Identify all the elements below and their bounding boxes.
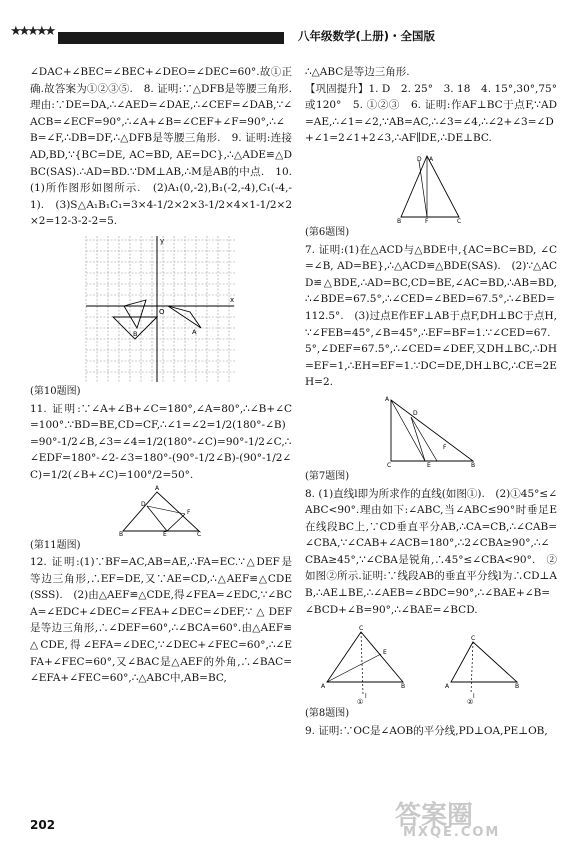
svg-text:D: D: [413, 409, 418, 417]
svg-text:B: B: [119, 530, 124, 538]
page-number: 202: [30, 818, 56, 832]
figure-8-diagrams: [321, 624, 541, 707]
answer-text-8-10: ∠DAC+∠BEC=∠BEC+∠DEO=∠DEC=60°.故①正确.故答案为①②③⑤. 8. 证明:∵△DFB是等腰三角形.理由:∵DE=DA,∴∠AED=∠DAE,∴∠CEF=∠DAB,∵∠ACB=∠ECF=90°,∴∠A+∠B=∠CEF+∠F=90°,∴∠B=∠F,∴DB=DF,∴△DFB是等腰三角形. 9. 证明:连接AD,BD,∵{BC=DE, AC=BD, AE=DC},∴△ADE≌△DBC(SAS).∴AD=BD.∵DM⊥AB,∴M是AB的中点. 10. (1)所作图形如图所示. (2)A₁(0,-2),B₁(-2,-4),C₁(-4,-1). (3)S△A₁B₁C₁=3×4-1/2×2×3-1/2×4×1-1/2×2×2=12-3-2-2=5.: [30, 66, 292, 228]
svg-text:①: ①: [357, 698, 364, 707]
svg-text:F: F: [187, 508, 191, 516]
svg-text:C: C: [471, 635, 476, 643]
svg-text:A: A: [429, 155, 434, 163]
answer-text-7: 7. 证明:(1)在△ACD与△BDE中,{AC=BC=BD, ∠C=∠B, AD=BE},∴△ACD≌△BDE(SAS). (2)∵△ACD≌△BDE,∴AD=BC,CD=BE,∠AC=BD,∴AB=BD,∴∠BDE=67.5°,∴∠CED=∠BED=67.5°,∴∠BED=112.5°. (3)过点E作EF⊥AB于点F,DH⊥BC于点H,∵∠FEB=45°,∠B=45°,∴EF=BF=1.∵∠CED=67.5°,∠DEF=67.5°,∴∠CED=∠DEF,又DH⊥BC,∴DH=EF=1,∴EH=EF=1.∵DC=DE,DH⊥BC,∴CE=2EH=2.: [305, 243, 557, 389]
figure-11-caption: (第11题图): [30, 539, 81, 551]
svg-text:y: y: [160, 236, 165, 245]
left-column: [30, 64, 292, 687]
svg-text:E: E: [427, 461, 431, 469]
svg-text:E: E: [383, 649, 387, 657]
svg-text:F: F: [443, 443, 447, 451]
figure-7-triangle: [385, 397, 477, 467]
svg-text:C: C: [359, 625, 364, 633]
watermark-url: MXQE.COM: [403, 825, 501, 840]
svg-text:A: A: [192, 327, 197, 336]
svg-text:C: C: [197, 530, 202, 538]
svg-text:D: D: [417, 155, 422, 163]
svg-text:②: ②: [467, 698, 474, 707]
svg-text:l: l: [473, 693, 475, 701]
svg-text:B: B: [515, 683, 520, 691]
figure-11-triangle: [119, 484, 203, 538]
svg-text:A: A: [155, 484, 160, 492]
svg-text:A: A: [385, 395, 390, 403]
svg-text:O: O: [159, 307, 165, 316]
svg-text:x: x: [230, 295, 235, 304]
svg-text:l: l: [365, 693, 367, 701]
consolidation-answers-1-6: 【巩固提升】1. D 2. 25° 3. 18 4. 15°,30°,75°或120° 5. ①②③ 6. 证明:作AF⊥BC于点F,∵AD=AE,∴∠1=∠2,∵AB=AC,∴∠3=∠4,∴∠2+∠3=∠D+∠1=2∠1+2∠3,∴AF∥DE,∴DE⊥BC.: [305, 82, 557, 145]
svg-text:C: C: [457, 217, 462, 225]
svg-text:B: B: [471, 461, 476, 469]
book-title: 八年级数学(上册)・全国版: [298, 29, 436, 43]
svg-text:F: F: [425, 217, 429, 225]
answer-text-11: 11. 证明:∵∠A+∠B+∠C=180°,∠A=80°,∴∠B+∠C=100°.∵BD=BE,CD=CF,∴∠1=∠2=1/2(180°-∠B)=90°-1/2∠B,∠3=∠4=1/2(180°-∠C)=90°-1/2∠C,∴∠EDF=180°-∠2-∠3=180°-(90°-1/2∠B)-(90°-1/2∠C)=1/2(∠B+∠C)=100°/2=50°.: [30, 402, 292, 481]
answer-text-continued: ∴△ABC是等边三角形.: [305, 66, 410, 78]
svg-text:D: D: [141, 500, 146, 508]
svg-text:B: B: [397, 217, 402, 225]
figure-8-caption: (第8题图): [305, 708, 350, 720]
right-column: [305, 64, 557, 739]
svg-text:C: C: [387, 461, 392, 469]
header-bar: [58, 32, 284, 44]
figure-6-triangle: [397, 153, 465, 223]
svg-text:B: B: [133, 329, 138, 338]
answer-text-9: 9. 证明:∵OC是∠AOB的平分线,PD⊥OA,PE⊥OB,: [305, 724, 548, 737]
svg-text:A: A: [321, 683, 326, 691]
answer-text-8: 8. (1)直线l即为所求作的直线(如图①). (2)①45°≤∠ABC<90°.理由如下:∠ABC,当∠ABC≤90°时垂足E在线段BC上,∵CD垂直平分AB,∴CA=CB,∴∠CAB=∠CBA,∵∠CAB+∠ACB=180°,∴2∠CBA≥90°,∴∠CBA≥45°,∵∠CBA是锐角,∴45°≤∠CBA<90°. ②如图②所示.证明:∵线段AB的垂直平分线l为∴CD⊥AB,∴AE⊥BE,∴∠AEB=∠BDC=90°,∴∠BAE+∠B=∠BCD+∠B=90°,∴∠BAE=∠BCD.: [305, 487, 557, 616]
svg-text:A: A: [445, 683, 450, 691]
svg-text:E: E: [163, 530, 167, 538]
figure-10-coordinate-grid: [86, 236, 236, 382]
figure-6-caption: (第6题图): [305, 226, 350, 238]
figure-7-caption: (第7题图): [305, 470, 350, 482]
stars-decoration: ★★★★★: [10, 24, 54, 39]
answer-text-12: 12. 证明:(1)∵BF=AC,AB=AE,∴FA=EC.∵△DEF是等边三角形,∴EF=DE,又∵AE=CD,∴△AEF≌△CDE(SSS). (2)由△AEF≌△CDE,得∠FEA=∠EDC,∵∠BCA=∠EDC+∠DEC=∠FEA+∠DEC=∠DEF,∵△DEF是等边三角形,∴∠DEF=60°,∴∠BCA=60°.由△AEF≌△CDE,得∠EFA=∠DEC,∵∠DEC+∠FEC=60°,∴∠EFA+∠FEC=60°,又∠BAC是△AEF的外角,∴∠BAC=∠EFA+∠FEC=60°,∴△ABC中,AB=BC,: [30, 556, 292, 685]
watermark-logo: [395, 795, 545, 843]
page-header: [0, 22, 563, 50]
figure-10-caption: (第10题图): [30, 385, 81, 397]
watermark-text: 答案圈: [395, 801, 474, 831]
svg-text:B: B: [401, 683, 406, 691]
